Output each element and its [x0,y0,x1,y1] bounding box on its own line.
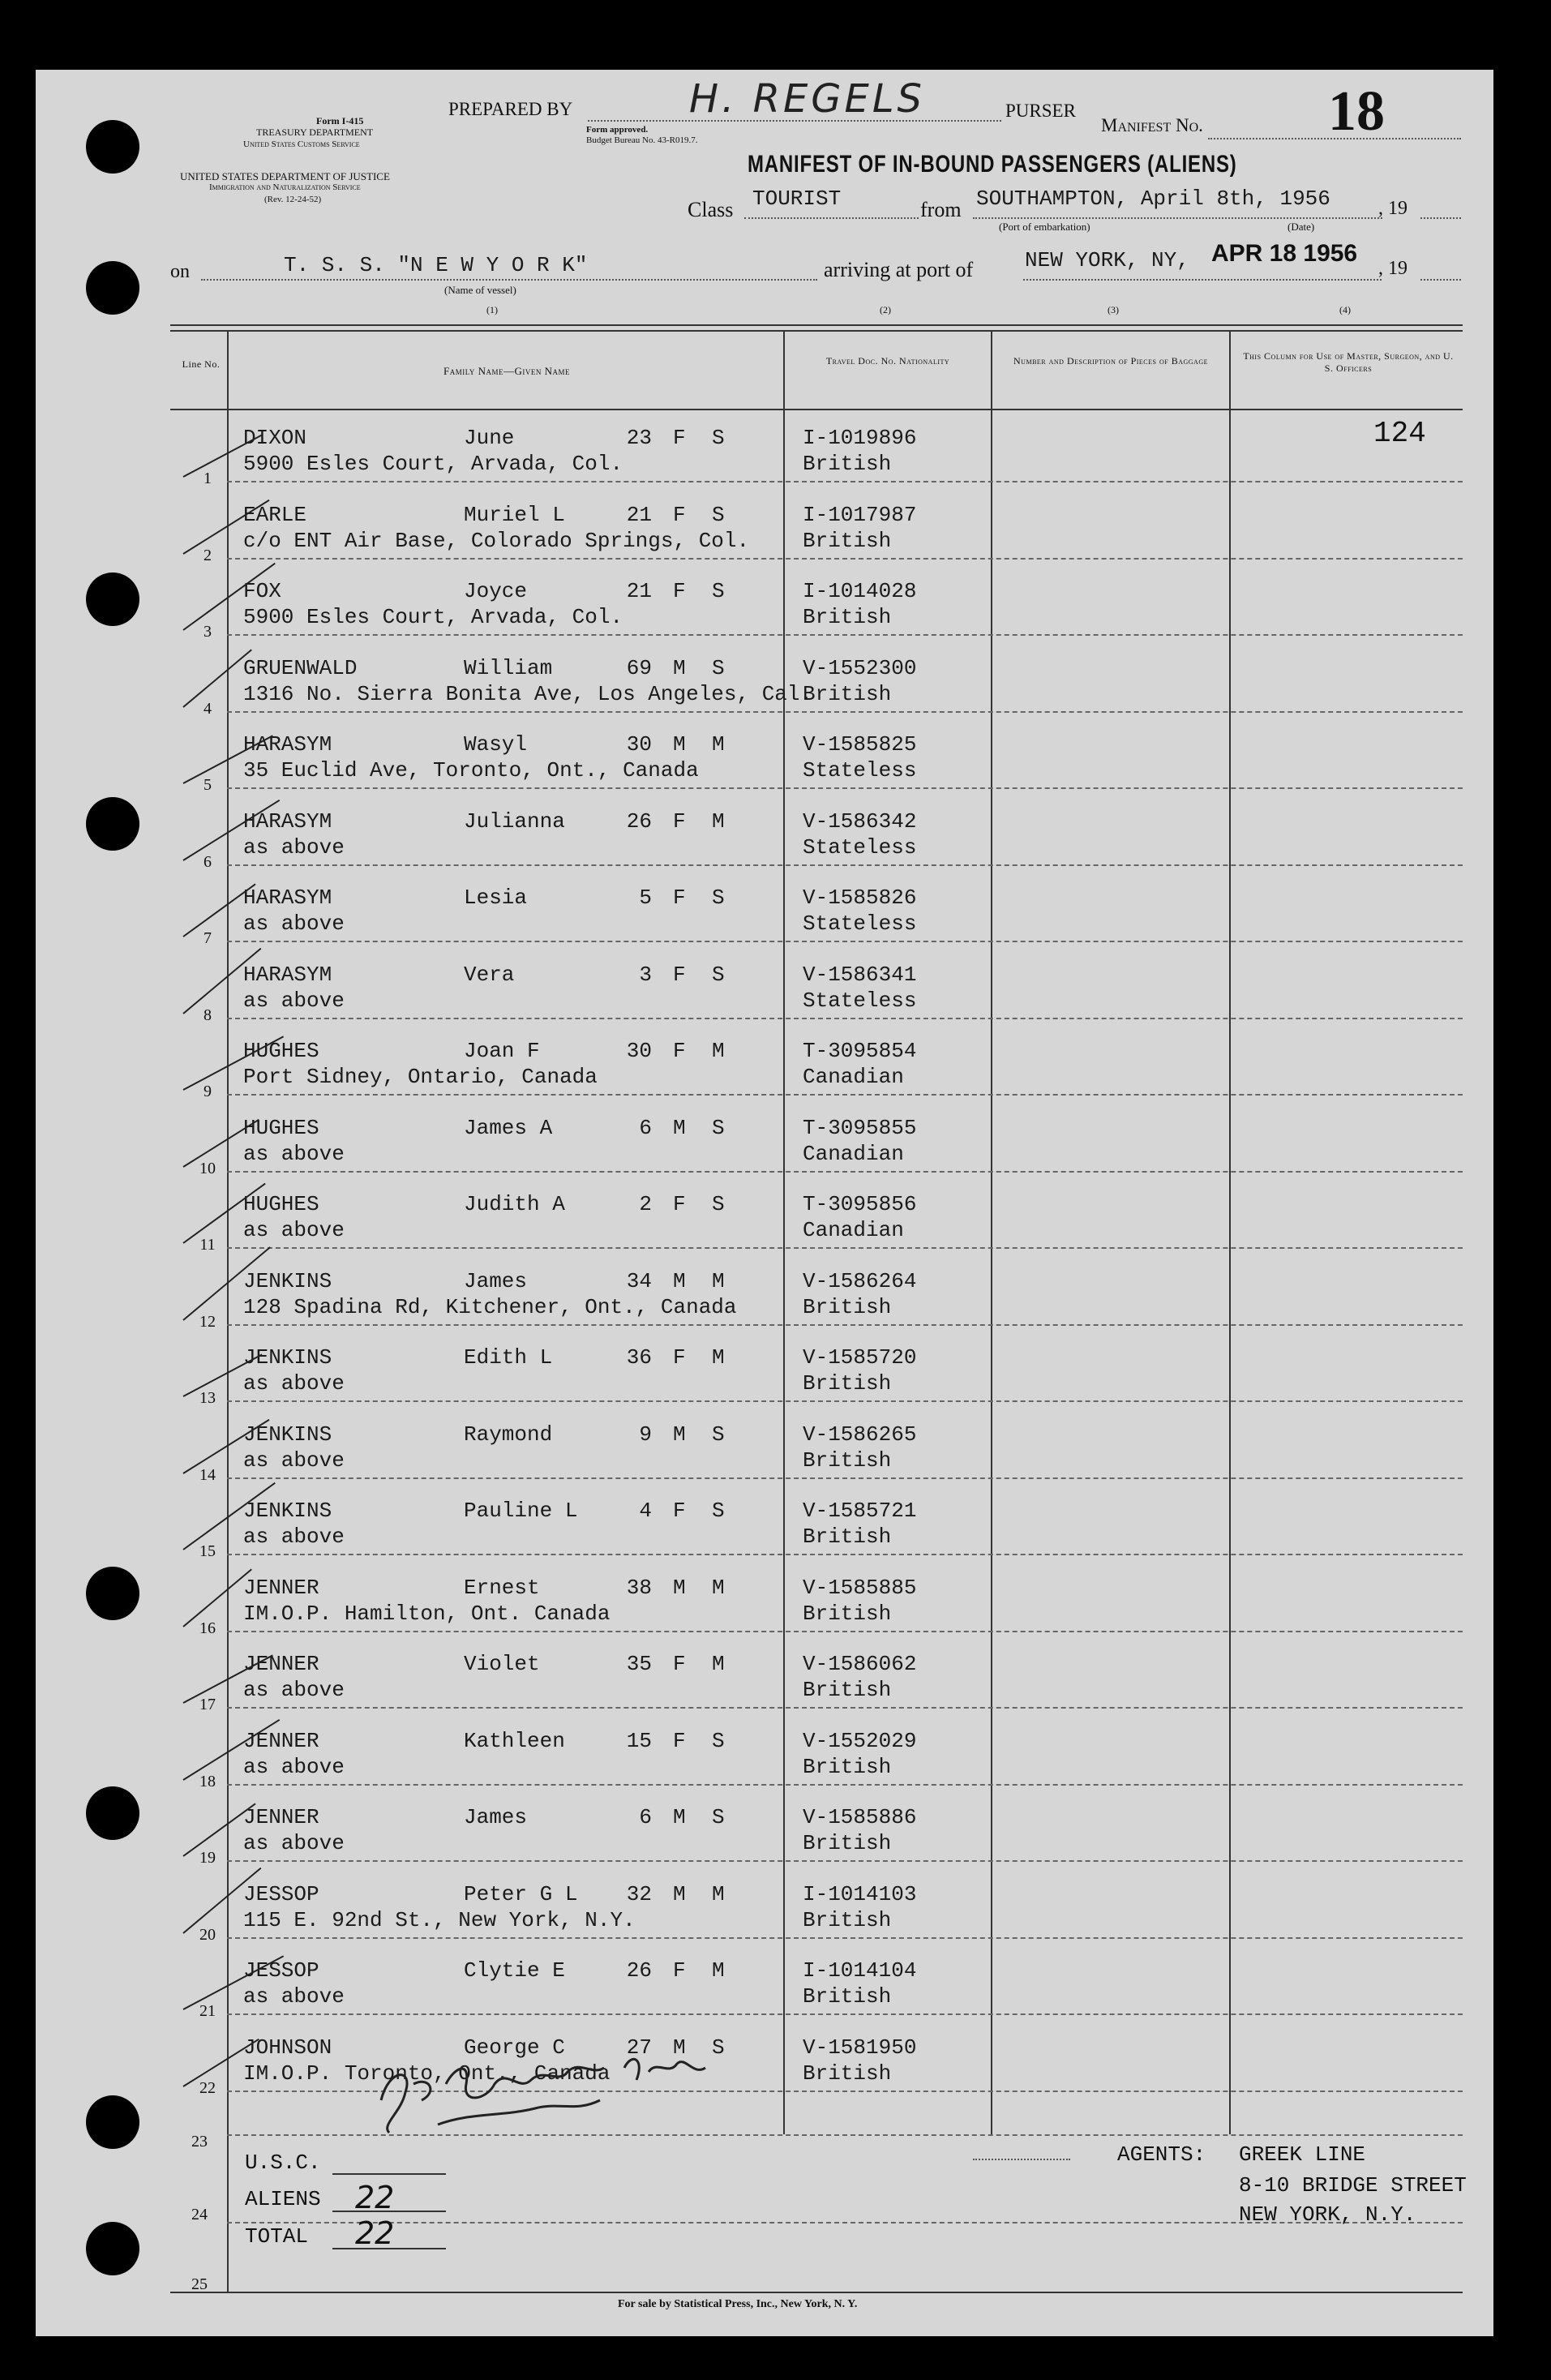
manifest-number: 18 [1328,80,1385,143]
nationality: British [803,1754,892,1779]
passenger-sex: F [673,1652,686,1676]
col-3-label: (3) [1108,304,1119,315]
passenger-address: 5900 Esles Court, Arvada, Col. [243,605,623,629]
travel-doc-number: V-1586341 [803,962,917,987]
passenger-sex: F [673,962,686,987]
passenger-age: 21 [626,579,652,603]
travel-doc-number: V-1581950 [803,2035,917,2060]
passenger-family-name: JENNER [243,1575,319,1600]
passenger-family-name: JOHNSON [243,2035,332,2060]
passenger-given-name: James [464,1805,528,1829]
nationality: Stateless [803,988,917,1013]
passenger-family-name: JENKINS [243,1499,332,1523]
nationality: British [803,1678,892,1702]
row-line [227,1094,1463,1096]
passenger-age: 3 [639,962,652,987]
travel-doc-number: V-1586062 [803,1652,917,1676]
passenger-sex: F [673,1039,686,1063]
passenger-marital-status: M [712,1958,725,1983]
passenger-family-name: FOX [243,579,281,603]
class-line [744,217,919,219]
passenger-family-name: JENNER [243,1728,319,1753]
passenger-family-name: JESSOP [243,1881,319,1906]
passenger-given-name: Lesia [464,886,528,910]
punch-hole [86,2222,139,2275]
agents-dotted [973,2159,1070,2160]
line-number: 16 [199,1619,216,1637]
passenger-address: as above [243,1371,345,1396]
passenger-marital-status: S [712,1115,725,1140]
table-bottom-line [170,2292,1463,2293]
passenger-marital-status: M [712,1345,725,1370]
passenger-age: 38 [626,1575,652,1600]
travel-doc-number: V-1585721 [803,1499,917,1523]
passenger-address: as above [243,1141,345,1166]
passenger-address: 35 Euclid Ave, Toronto, Ont., Canada [243,758,699,783]
passenger-marital-status: S [712,886,725,910]
passenger-age: 9 [639,1422,652,1447]
passenger-age: 30 [626,732,652,757]
passenger-family-name: EARLE [243,502,307,527]
line-number: 14 [199,1465,216,1484]
nationality: British [803,1294,892,1319]
row-line [227,1860,1463,1862]
passenger-address: as above [243,1447,345,1473]
passenger-given-name: Muriel L [464,502,565,527]
passenger-sex: M [673,732,686,757]
passenger-marital-status: S [712,502,725,527]
manifest-no-label: Manifest No. [1101,115,1203,135]
passenger-given-name: Julianna [464,808,565,834]
passenger-marital-status: M [712,808,725,834]
line-number: 19 [199,1849,216,1867]
passenger-given-name: Vera [464,962,515,987]
line-number: 22 [199,2078,216,2097]
justice-department: UNITED STATES DEPARTMENT OF JUSTICE [180,170,390,182]
passenger-age: 4 [639,1499,652,1523]
nationality: Canadian [803,1141,904,1166]
passenger-age: 27 [626,2035,652,2060]
punch-hole [86,797,139,851]
total-label: TOTAL [245,2224,309,2249]
travel-doc-number: V-1585885 [803,1575,917,1600]
passenger-sex: F [673,1345,686,1370]
passenger-age: 26 [626,808,652,834]
passenger-marital-status: S [712,579,725,603]
line-number: 20 [199,1925,216,1944]
passenger-given-name: Judith A [464,1192,565,1216]
col-1-label: (1) [486,304,498,315]
passenger-age: 30 [626,1039,652,1063]
passenger-given-name: James [464,1268,528,1293]
passenger-age: 21 [626,502,652,527]
passenger-address: Port Sidney, Ontario, Canada [243,1065,598,1089]
passenger-marital-status: S [712,962,725,987]
passenger-age: 2 [639,1192,652,1216]
year-line-1 [1420,217,1461,219]
treasury-department: TREASURY DEPARTMENT [256,127,374,138]
punch-hole [86,1786,139,1840]
passenger-given-name: Pauline L [464,1499,578,1523]
travel-doc-number: V-1585825 [803,732,917,757]
passenger-age: 23 [626,426,652,450]
row-line [227,864,1463,866]
class-label: Class [688,198,734,221]
nationality: British [803,452,892,476]
punch-hole [86,261,139,315]
arrival-line [1023,279,1382,281]
baggage-divider [1229,330,1231,2134]
passenger-sex: F [673,1728,686,1753]
row-line [227,1324,1463,1326]
passenger-age: 6 [639,1805,652,1829]
agents-line-1: GREEK LINE [1239,2142,1366,2167]
line-number: 10 [199,1159,216,1177]
passenger-age: 36 [626,1345,652,1370]
purser-label: PURSER [1005,101,1076,121]
line-number: 8 [204,1006,212,1024]
travel-doc-number: V-1586264 [803,1268,917,1293]
passenger-address: IM.O.P. Hamilton, Ont. Canada [243,1601,611,1626]
nationality: British [803,1447,892,1473]
nationality: British [803,1601,892,1626]
year-suffix-1: , 19 [1378,198,1407,219]
passenger-marital-status: M [712,1881,725,1906]
passenger-sex: F [673,1192,686,1216]
line-number: 2 [204,546,212,564]
travel-doc-number: V-1552029 [803,1728,917,1753]
punch-hole [86,572,139,626]
passenger-marital-status: S [712,1805,725,1829]
col-header-line-no: Line No. [182,358,221,370]
passenger-sex: M [673,2035,686,2060]
passenger-address: as above [243,1984,345,2009]
travel-doc-number: V-1585826 [803,886,917,910]
passenger-family-name: GRUENWALD [243,655,358,680]
officers-note: 124 [1373,417,1426,450]
passenger-given-name: Kathleen [464,1728,565,1753]
col-header-travel-doc: Travel Doc. No. Nationality [825,355,950,367]
passenger-given-name: Joan F [464,1039,540,1063]
travel-doc-number: V-1586265 [803,1422,917,1447]
line-number: 6 [204,852,212,871]
passenger-address: 128 Spadina Rd, Kitchener, Ont., Canada [243,1294,737,1319]
passenger-address: as above [243,1678,345,1702]
passenger-sex: F [673,1499,686,1523]
agents-line-2: 8-10 BRIDGE STREET [1239,2173,1467,2198]
passenger-given-name: June [464,426,515,450]
row-line [227,787,1463,789]
passenger-address: 115 E. 92nd St., New York, N.Y. [243,1907,636,1932]
usc-label: U.S.C. [245,2151,321,2175]
row-line [227,2013,1463,2015]
passenger-sex: F [673,502,686,527]
travel-doc-number: I-1019896 [803,426,917,450]
arrival-date-stamp: APR 18 1956 [1211,240,1358,267]
table-top-line [170,324,1463,326]
year-line-2 [1420,279,1461,281]
nationality: British [803,1524,892,1549]
passenger-given-name: William [464,655,553,680]
passenger-marital-status: S [712,426,725,450]
port-embarkation-caption: (Port of embarkation) [999,221,1090,233]
row-line [227,481,1463,482]
passenger-address: as above [243,1524,345,1549]
prepared-by-signature: H. REGELS [689,76,926,122]
nationality: British [803,1831,892,1855]
passenger-age: 26 [626,1958,652,1983]
passenger-sex: F [673,426,686,450]
passenger-address: as above [243,1218,345,1242]
nationality: Canadian [803,1218,904,1242]
row-line [227,1707,1463,1709]
line-number: 23 [191,2133,208,2151]
row-line [227,711,1463,713]
line-number: 9 [204,1083,212,1100]
header-bottom-line [170,409,1463,410]
form-number: Form I-415 [316,115,364,127]
passenger-age: 15 [626,1728,652,1753]
nationality: British [803,1371,892,1396]
passenger-sex: M [673,1881,686,1906]
passenger-address: as above [243,1754,345,1779]
passenger-marital-status: S [712,655,725,680]
agents-label: AGENTS: [1117,2142,1206,2167]
travel-doc-number: T-3095856 [803,1192,917,1216]
row-line [227,634,1463,636]
passenger-given-name: Clytie E [464,1958,565,1983]
passenger-given-name: Raymond [464,1422,553,1447]
passenger-family-name: HARASYM [243,732,332,757]
line-number: 18 [199,1772,216,1790]
passenger-sex: F [673,1958,686,1983]
passenger-address: IM.O.P. Toronto, Ont., Canada [243,2061,611,2086]
aliens-value: 22 [355,2180,395,2215]
passenger-given-name: Wasyl [464,732,528,757]
inspector-signature [365,2035,770,2149]
passenger-age: 5 [639,886,652,910]
passenger-marital-status: S [712,1192,725,1216]
passenger-age: 6 [639,1115,652,1140]
line-number: 1 [204,470,212,487]
passenger-family-name: JENKINS [243,1422,332,1447]
revision-date: (Rev. 12-24-52) [264,195,322,204]
nationality: Stateless [803,758,917,783]
passenger-family-name: JENKINS [243,1268,332,1293]
from-label: from [920,198,962,221]
passenger-family-name: JESSOP [243,1958,319,1983]
usc-line [332,2173,446,2175]
vessel-caption: (Name of vessel) [444,284,516,296]
row-line [227,1400,1463,1402]
ins-service: Immigration and Naturalization Service [209,182,361,192]
passenger-age: 69 [626,655,652,680]
nationality: British [803,605,892,629]
nationality: Canadian [803,1065,904,1089]
passenger-age: 34 [626,1268,652,1293]
line-number: 5 [204,776,212,794]
passenger-sex: F [673,579,686,603]
row-line [227,1631,1463,1632]
passenger-family-name: JENNER [243,1652,319,1676]
passenger-marital-status: S [712,1422,725,1447]
agents-line-3: NEW YORK, N.Y. [1239,2202,1416,2227]
passenger-given-name: Edith L [464,1345,553,1370]
name-divider [783,330,785,2134]
travel-doc-number: T-3095854 [803,1039,917,1063]
passenger-family-name: HUGHES [243,1192,319,1216]
passenger-address: as above [243,911,345,936]
passenger-family-name: HARASYM [243,886,332,910]
passenger-age: 35 [626,1652,652,1676]
year-suffix-2: , 19 [1378,258,1407,279]
customs-service: United States Customs Service [243,139,360,149]
form-approved: Form approved. [586,125,649,135]
passenger-family-name: HUGHES [243,1115,319,1140]
passenger-address: as above [243,988,345,1013]
travel-doc-number: I-1014028 [803,579,917,603]
row-line [227,558,1463,560]
passenger-sex: M [673,1115,686,1140]
passenger-marital-status: M [712,732,725,757]
col-header-name: Family Name—Given Name [443,365,570,377]
row-line [227,1784,1463,1786]
passenger-sex: M [673,1805,686,1829]
arriving-label: arriving at port of [824,258,974,281]
passenger-family-name: DIXON [243,426,307,450]
passenger-address: c/o ENT Air Base, Colorado Springs, Col. [243,528,750,553]
passenger-marital-status: S [712,1728,725,1753]
class-value: TOURIST [752,187,842,211]
col-header-baggage: Number and Description of Pieces of Baggage [1013,355,1208,367]
punch-hole [86,2095,139,2149]
line-number: 25 [191,2275,208,2293]
passenger-marital-status: M [712,1268,725,1293]
nationality: British [803,2061,892,2086]
passenger-family-name: JENNER [243,1805,319,1829]
travel-doc-number: I-1014104 [803,1958,917,1983]
punch-hole [86,1567,139,1620]
travel-doc-number: V-1585720 [803,1345,917,1370]
passenger-address: 1316 No. Sierra Bonita Ave, Los Angeles, Cal. [243,681,813,706]
line-number: 7 [204,929,212,947]
row-line [227,1554,1463,1555]
passenger-family-name: HARASYM [243,808,332,834]
passenger-marital-status: M [712,1039,725,1063]
passenger-marital-status: S [712,1499,725,1523]
row-line [227,1171,1463,1173]
budget-bureau: Budget Bureau No. 43-R019.7. [586,135,698,145]
col-2-label: (2) [880,304,891,315]
line-number: 24 [191,2206,208,2223]
passenger-sex: M [673,1268,686,1293]
row-line [227,1247,1463,1249]
passenger-marital-status: M [712,1652,725,1676]
nationality: British [803,1984,892,2009]
passenger-sex: M [673,1575,686,1600]
passenger-given-name: George C [464,2035,565,2060]
nationality: Stateless [803,834,917,860]
nationality: British [803,1907,892,1932]
line-no-divider [227,330,229,2292]
aliens-label: ALIENS [245,2187,321,2211]
passenger-family-name: HARASYM [243,962,332,987]
passenger-given-name: Violet [464,1652,540,1676]
date-caption: (Date) [1288,221,1315,233]
nationality: British [803,528,892,553]
row-line [227,1937,1463,1939]
vessel-line [201,279,817,281]
arrival-port: NEW YORK, NY, [1025,248,1189,272]
line-number: 15 [199,1542,216,1560]
embarkation-value: SOUTHAMPTON, April 8th, 1956 [976,187,1330,211]
passenger-given-name: Joyce [464,579,528,603]
line-number: 3 [204,623,212,641]
passenger-sex: F [673,886,686,910]
manifest-no-line [1208,138,1461,139]
passenger-address: 5900 Esles Court, Arvada, Col. [243,452,623,476]
passenger-sex: M [673,655,686,680]
from-line [973,217,1382,219]
doc-divider [991,330,992,2134]
passenger-given-name: Peter G L [464,1881,578,1906]
nationality: British [803,681,892,706]
passenger-given-name: Ernest [464,1575,540,1600]
travel-doc-number: T-3095855 [803,1115,917,1140]
passenger-address: as above [243,834,345,860]
line-number: 21 [199,2002,216,2020]
row-line [227,1477,1463,1479]
passenger-given-name: James A [464,1115,553,1140]
line-number: 12 [199,1312,216,1331]
total-value: 22 [355,2215,395,2251]
passenger-marital-status: S [712,2035,725,2060]
passenger-sex: M [673,1422,686,1447]
footer-imprint: For sale by Statistical Press, Inc., New York, N. Y. [618,2298,858,2310]
prepared-by-label: PREPARED BY [448,99,573,119]
travel-doc-number: V-1552300 [803,655,917,680]
travel-doc-number: I-1014103 [803,1881,917,1906]
col-4-label: (4) [1339,304,1351,315]
row-line [227,941,1463,942]
passenger-marital-status: M [712,1575,725,1600]
line-number: 11 [199,1236,216,1254]
row-line [227,1018,1463,1019]
manifest-title: MANIFEST OF IN-BOUND PASSENGERS (ALIENS) [748,151,1237,178]
passenger-family-name: JENKINS [243,1345,332,1370]
passenger-sex: F [673,808,686,834]
line-number: 13 [199,1389,216,1407]
passenger-address: as above [243,1831,345,1855]
passenger-family-name: HUGHES [243,1039,319,1063]
col-header-officers: This Column for Use of Master, Surgeon, and U. S. Officers [1243,350,1454,374]
travel-doc-number: V-1586342 [803,808,917,834]
nationality: Stateless [803,911,917,936]
on-label: on [170,261,190,282]
travel-doc-number: I-1017987 [803,502,917,527]
travel-doc-number: V-1585886 [803,1805,917,1829]
table-top-line-2 [170,330,1463,332]
line-number: 17 [199,1696,216,1713]
passenger-age: 32 [626,1881,652,1906]
punch-hole [86,120,139,174]
line-number: 4 [204,699,212,718]
vessel-name: T. S. S. "N E W Y O R K" [284,253,588,277]
